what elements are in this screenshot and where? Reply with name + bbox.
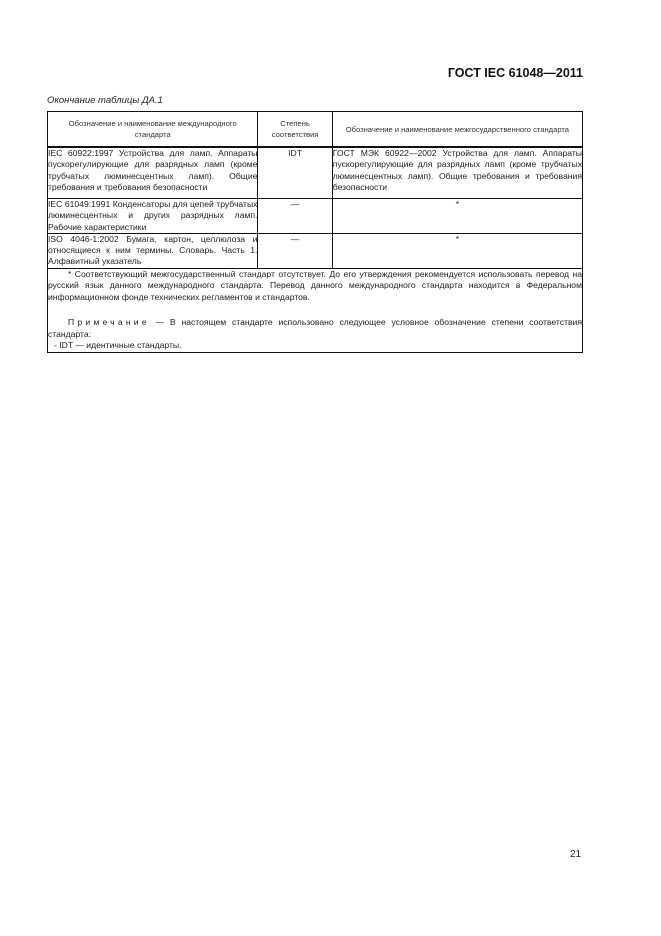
page-number: 21 xyxy=(570,849,582,860)
column-header-international: Обозначение и наименование международного стандарта xyxy=(48,112,258,148)
footnote: * Соответствующий межгосударственный стандарт отсутствует. До его утверждения рекомендуется использовать перевод на русский язык данного международного стандарта. Перевод данного международного стандарта находится в Федеральном информационном фонде технических регламентов и стандартов. xyxy=(48,268,582,303)
note-paragraph xyxy=(48,317,582,340)
table-notes xyxy=(48,268,583,352)
cell-degree: — xyxy=(258,199,332,234)
cell-interstate-standard: * xyxy=(332,199,582,234)
cell-international-standard: IEC 61049:1991 Конденсаторы для цепей трубчатых люминесцентных и других разрядных ламп. Рабочие характеристики xyxy=(48,199,258,232)
table-footer-row xyxy=(48,268,583,352)
table-row xyxy=(48,147,583,199)
cell-degree: IDT xyxy=(258,147,332,199)
table-caption: Окончание таблицы ДА.1 xyxy=(47,95,163,106)
table-header-row xyxy=(48,112,583,148)
note-label: Примечание xyxy=(68,316,150,327)
cell-degree: — xyxy=(258,233,332,268)
cell-international-standard: IEC 60922:1997 Устройства для ламп. Аппараты пускорегулирующие для разрядных ламп (кроме трубчатых люминесцентных ламп). Общие требования и требования безопасности xyxy=(48,147,258,199)
cell-interstate-standard: ГОСТ МЭК 60922—2002 Устройства для ламп. Аппараты пускорегулирующие для разрядных ламп (кроме трубчатых люминесцентных ламп). Общие требования и требования безопасности xyxy=(332,147,582,199)
cell-international-standard: ISO 4046-1:2002 Бумага, картон, целлюлоза и относящиеся к ним термины. Словарь. Часть 1. Алфавитный указатель xyxy=(48,233,258,267)
note-list-item: - IDT — идентичные стандарты. xyxy=(54,340,182,351)
table-row xyxy=(48,199,583,234)
document-standard-id: ГОСТ IEC 61048—2011 xyxy=(447,66,583,80)
standards-correspondence-table xyxy=(47,111,583,353)
note-text: — В настоящем стандарте использовано следующее условное обозначение степени соответствия стандарта: xyxy=(48,316,582,339)
cell-interstate-standard: * xyxy=(332,233,582,268)
column-header-interstate: Обозначение и наименование межгосударственного стандарта xyxy=(332,112,582,148)
column-header-degree: Степень соответствия xyxy=(258,112,332,148)
table-row xyxy=(48,233,583,268)
